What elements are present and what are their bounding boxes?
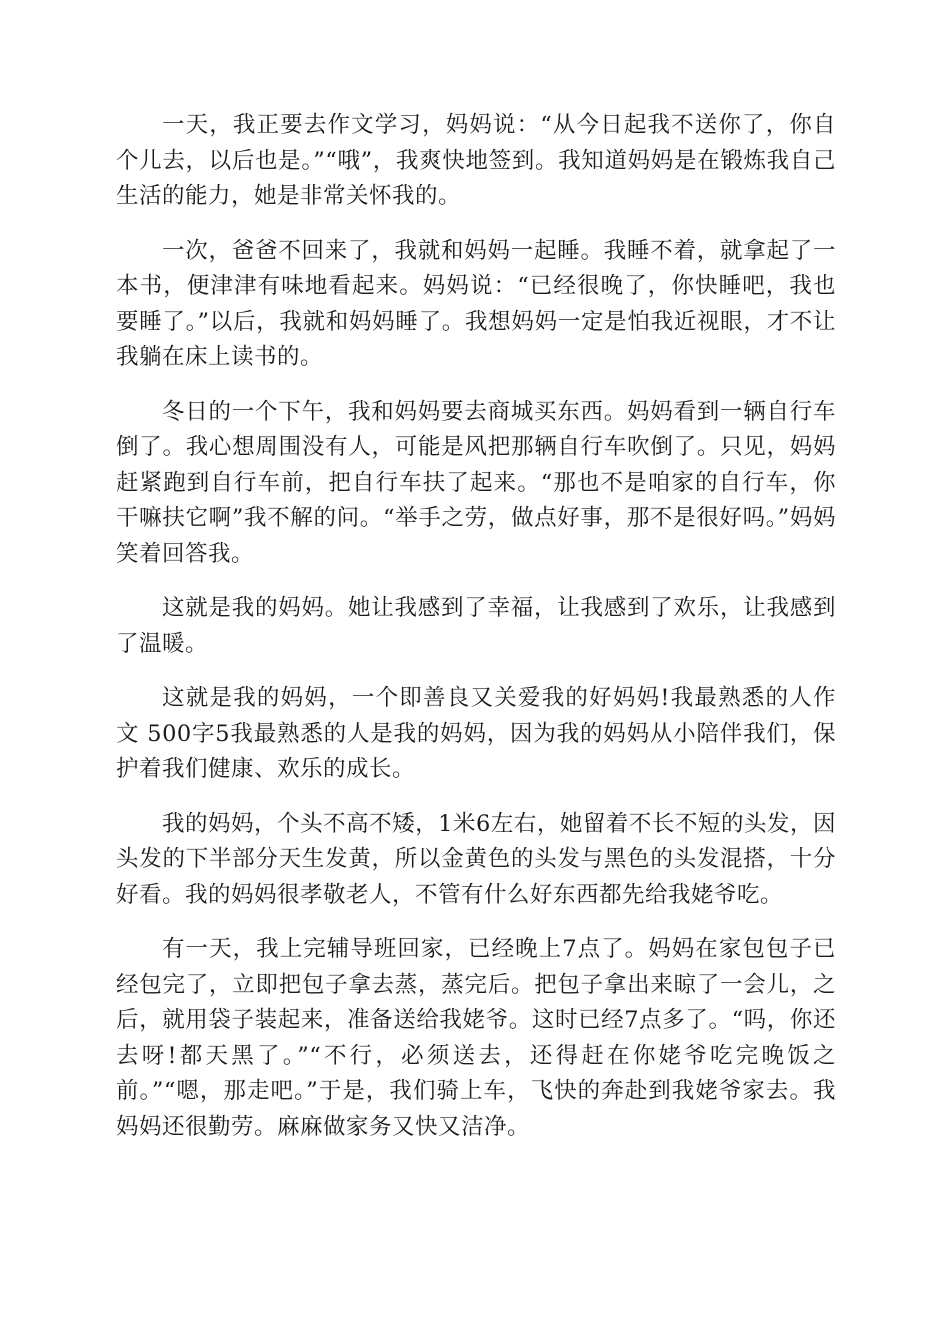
paragraph-5: 这就是我的妈妈，一个即善良又关爱我的好妈妈!我最熟悉的人作文 500字5我最熟悉的人是我的妈妈，因为我的妈妈从小陪伴我们，保护着我们健康、欢乐的成长。: [116, 685, 836, 782]
paragraph-6: 我的妈妈，个头不高不矮，1米6左右，她留着不长不短的头发，因头发的下半部分天生发黄，所以金黄色的头发与黑色的头发混搭，十分好看。我的妈妈很孝敬老人，不管有什么好东西都先给我姥爷吃。: [116, 810, 836, 908]
paragraph-4: 这就是我的妈妈。她让我感到了幸福，让我感到了欢乐，让我感到了温暖。: [116, 595, 836, 657]
paragraph-7: 有一天，我上完辅导班回家，已经晚上7点了。妈妈在家包包子已经包完了，立即把包子拿去蒸，蒸完后。把包子拿出来晾了一会儿，之后，就用袋子装起来，准备送给我姥爷。这时已经7点多了。“吗，你还去呀!都天黑了。”“不行，必须送去，还得赶在你姥爷吃完晚饭之前。”“嗯，那走吧。”于是，我们骑上车，飞快的奔赴到我姥爷家去。我妈妈还很勤劳。麻麻做家务又快又洁净。: [116, 936, 836, 1140]
paragraph-1: 一天，我正要去作文学习，妈妈说：“从今日起我不送你了，你自个儿去，以后也是。”“哦”，我爽快地签到。我知道妈妈是在锻炼我自己生活的能力，她是非常关怀我的。: [116, 112, 836, 209]
essay-body: [116, 108, 836, 1164]
paragraph-3: 冬日的一个下午，我和妈妈要去商城买东西。妈妈看到一辆自行车倒了。我心想周围没有人，可能是风把那辆自行车吹倒了。只见，妈妈赶紧跑到自行车前，把自行车扶了起来。“那也不是咱家的自行车，你干嘛扶它啊”我不解的问。“举手之劳，做点好事，那不是很好吗。”妈妈笑着回答我。: [116, 398, 836, 567]
paragraph-2: 一次，爸爸不回来了，我就和妈妈一起睡。我睡不着，就拿起了一本书，便津津有味地看起来。妈妈说：“已经很晚了，你快睡吧，我也要睡了。”以后，我就和妈妈睡了。我想妈妈一定是怕我近视眼，才不让我躺在床上读书的。: [116, 237, 836, 370]
